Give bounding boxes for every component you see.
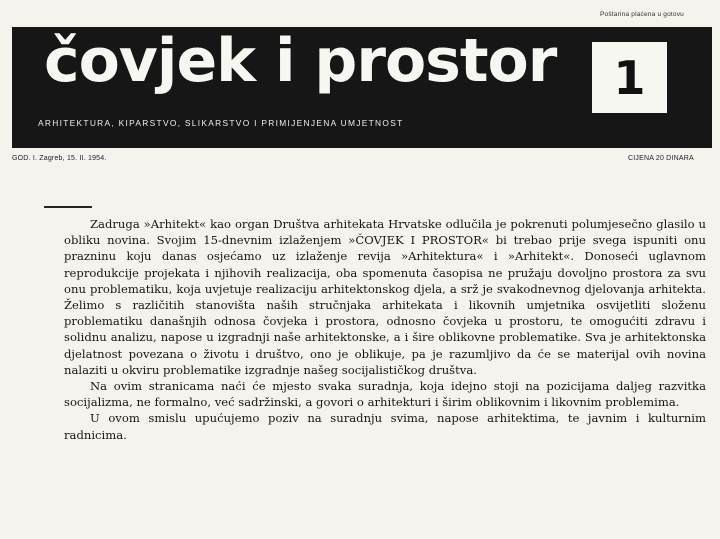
article-paragraph: Zadruga »Arhitekt« kao organ Društva arhitekata Hrvatske odlučila je pokrenuti polumjesečno glasilo u obliku novina. Svojim 15-dnevnim izlaženjem »ČOVJEK I PROSTOR« bi trebao prije svega ispuniti onu prazninu koju danas osjećamo uz izlaženje revija »Arhitektura« i »Arhitekt«. Donoseći uglavnom reprodukcije projekata i njihovih realizacija, oba spomenuta časopisa ne pružaju dovoljno prostora za svu onu problematiku, koja uvjetuje realizaciju arhitektonskog djela, a srž je svakodnevnog djelovanja arhitekta. Želimo s različitih stanovišta naših stručnjaka arhitekata i likovnih umjetnika osvijetliti složenu problematiku današnjih odnosa čovjeka i prostora, odnosno čovjeka u prostoru, te omogućiti zdravu i solidnu analizu, napose u izgradnji naše arhitektonske, a i šire oblikovne problematike. Sva je arhitektonska djelatnost povezana o životu i društvo, ono je oblikuje, pa je razumljivo da će se materijal ovih novina nalaziti u okviru problematike izgradnje našeg socijalističkog društva. xyxy=(64,217,706,377)
issue-number: 1 xyxy=(613,50,646,105)
masthead xyxy=(12,27,712,148)
newspaper-subtitle: ARHITEKTURA, KIPARSTVO, SLIKARSTVO I PRIMIJENJENA UMJETNOST xyxy=(38,118,404,128)
article-paragraph: U ovom smislu upućujemo poziv na suradnju svima, napose arhitektima, te javnim i kulturnim radnicima. xyxy=(64,411,706,442)
date-line: GOD. I. Zagreb, 15. II. 1954. xyxy=(12,155,107,162)
price-label: CIJENA 20 DINARA xyxy=(628,155,694,162)
postage-note: Poštarina plaćena u gotovu xyxy=(600,11,684,18)
section-rule xyxy=(44,206,92,208)
article-paragraph: Na ovim stranicama naći će mjesto svaka suradnja, koja idejno stoji na pozicijama daljeg razvitka socijalizma, ne formalno, već sadržinski, a govori o arhitekturi i širim oblikovnim i likovnim problemima. xyxy=(64,379,706,410)
issue-box xyxy=(592,42,667,113)
article-body xyxy=(64,216,706,443)
newspaper-title: čovjek i prostor xyxy=(44,26,557,96)
